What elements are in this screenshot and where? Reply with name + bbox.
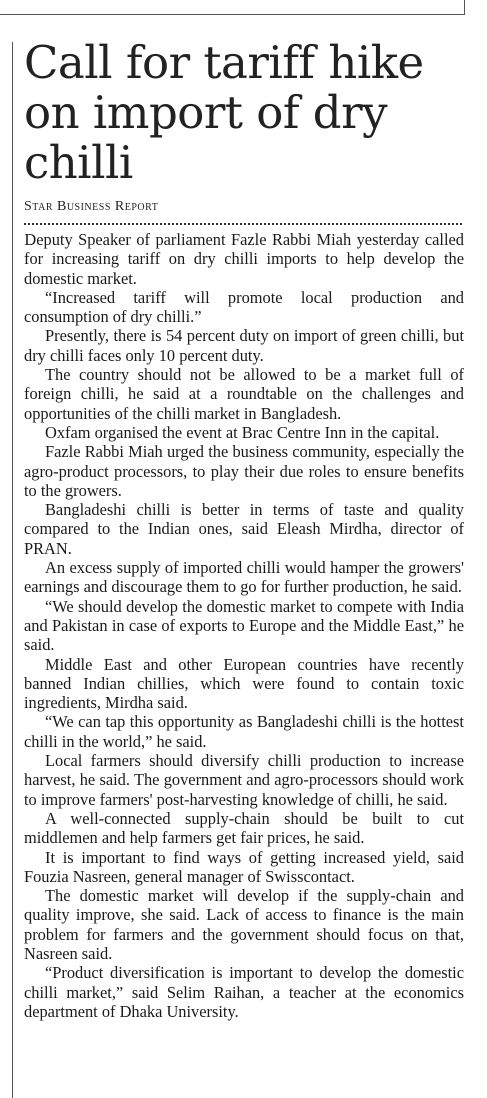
article-paragraph: Middle East and other European countries have recently banned Indian chillies, which were found to contain toxic ingredients, Mirdha said.: [24, 654, 464, 713]
article-body: [24, 230, 464, 1021]
article-paragraph: Fazle Rabbi Miah urged the business community, especially the agro-product processors, to play their due roles to ensure benefits to the growers.: [24, 442, 464, 500]
article-paragraph: It is important to find ways of getting increased yield, said Fouzia Nasreen, general manager of Swisscontact.: [24, 847, 464, 886]
article-paragraph: Local farmers should diversify chilli production to increase harvest, he said. The government and agro-processors should work to improve farmers' post-harvesting knowledge of chilli, he said.: [24, 751, 464, 809]
article-byline: Star Business Report: [24, 199, 159, 214]
article-paragraph: The domestic market will develop if the supply-chain and quality improve, she said. Lack of access to finance is the main problem for farmers and the government should focus on that, Nasreen said.: [24, 886, 464, 963]
column-border-rule: [12, 42, 13, 1098]
corner-border-rule: [464, 0, 465, 15]
top-border-rule: [0, 14, 464, 15]
article-paragraph: “We should develop the domestic market to compete with India and Pakistan in case of exports to Europe and the Middle East,” he said.: [24, 596, 464, 655]
article-paragraph: Oxfam organised the event at Brac Centre Inn in the capital.: [45, 422, 440, 442]
article-paragraph: “Increased tariff will promote local production and consumption of dry chilli.”: [24, 287, 464, 327]
article-paragraph: “Product diversification is important to develop the domestic chilli market,” said Selim Raihan, a teacher at the economics department of Dhaka University.: [24, 963, 464, 1021]
news-article: [24, 38, 464, 1021]
article-paragraph: Bangladeshi chilli is better in terms of taste and quality compared to the Indian ones, said Eleash Mirdha, director of PRAN.: [24, 500, 464, 558]
article-paragraph: An excess supply of imported chilli would hamper the growers' earnings and discourage them to go for further production, he said.: [24, 558, 464, 597]
dotted-separator: [24, 223, 462, 225]
article-paragraph: The country should not be allowed to be a market full of foreign chilli, he said at a roundtable on the challenges and opportunities of the chilli market in Bangladesh.: [24, 365, 464, 423]
article-paragraph: “We can tap this opportunity as Bangladeshi chilli is the hottest chilli in the world,” he said.: [24, 712, 464, 751]
article-paragraph: A well-connected supply-chain should be built to cut middlemen and help farmers get fair prices, he said.: [24, 808, 464, 848]
article-headline: Call for tariff hike on import of dry chilli: [24, 36, 424, 189]
article-paragraph: Deputy Speaker of parliament Fazle Rabbi Miah yesterday called for increasing tariff on dry chilli imports to help develop the domestic market.: [24, 230, 464, 288]
article-paragraph: Presently, there is 54 percent duty on import of green chilli, but dry chilli faces only 10 percent duty.: [24, 326, 464, 365]
